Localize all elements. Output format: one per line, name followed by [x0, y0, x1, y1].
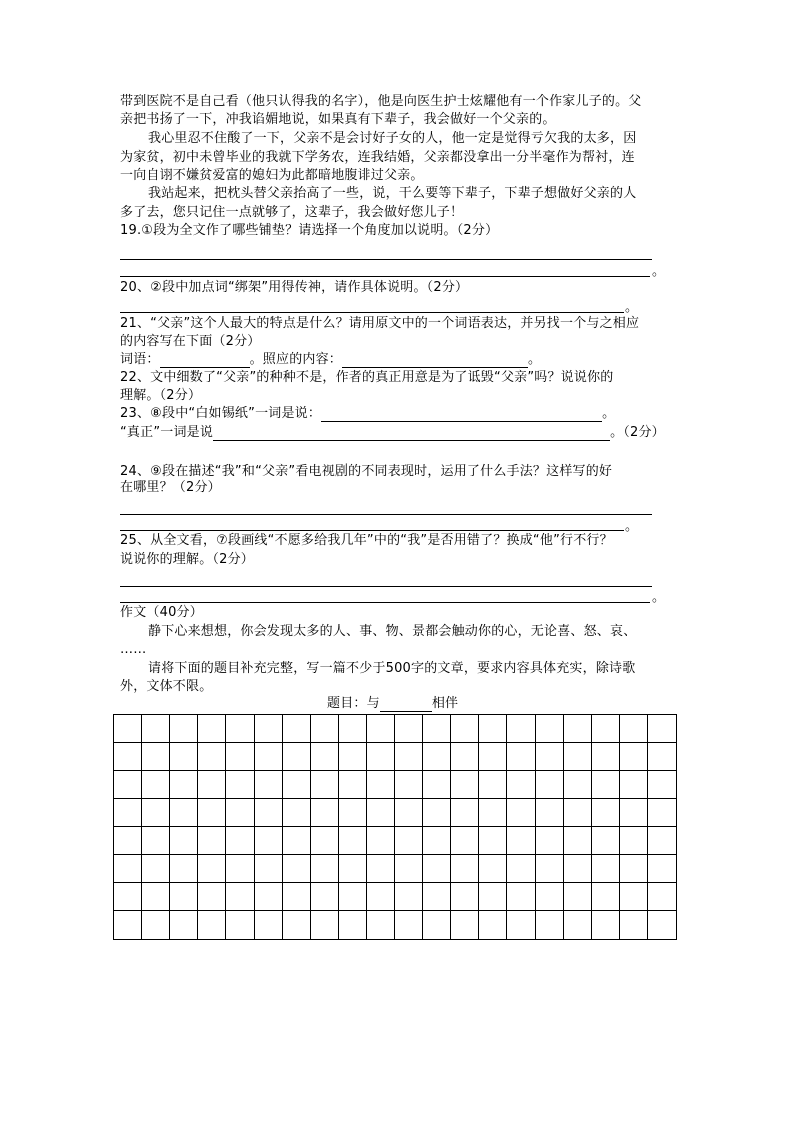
title-suffix: 相伴	[431, 696, 459, 711]
answer-line[interactable]	[120, 530, 624, 531]
grid-cell[interactable]	[536, 743, 564, 771]
grid-cell[interactable]	[592, 827, 620, 855]
grid-cell[interactable]	[367, 855, 395, 883]
question-22-cont: 理解。（2分）	[120, 388, 202, 403]
answer-blank[interactable]	[213, 427, 610, 441]
grid-cell[interactable]	[283, 715, 311, 743]
grid-cell[interactable]	[283, 855, 311, 883]
grid-cell[interactable]	[423, 827, 451, 855]
grid-cell[interactable]	[536, 827, 564, 855]
grid-cell[interactable]	[367, 715, 395, 743]
grid-cell[interactable]	[564, 771, 592, 799]
title-prefix: 题目：与	[327, 696, 380, 711]
grid-cell[interactable]	[142, 883, 170, 911]
grid-cell[interactable]	[339, 883, 367, 911]
question-23-cont	[120, 425, 665, 441]
answer-line[interactable]	[120, 602, 650, 603]
grid-cell[interactable]	[592, 883, 620, 911]
grid-cell[interactable]	[255, 715, 283, 743]
grid-cell[interactable]	[479, 799, 507, 827]
answer-line[interactable]	[120, 276, 650, 277]
grid-cell[interactable]	[311, 883, 339, 911]
grid-cell[interactable]	[507, 855, 535, 883]
grid-cell[interactable]	[536, 883, 564, 911]
grid-cell[interactable]	[592, 911, 620, 939]
grid-cell[interactable]	[451, 715, 479, 743]
grid-cell[interactable]	[255, 883, 283, 911]
grid-cell[interactable]	[142, 911, 170, 939]
grid-cell[interactable]	[170, 771, 198, 799]
grid-cell[interactable]	[114, 827, 142, 855]
grid-cell[interactable]	[592, 743, 620, 771]
word-blank[interactable]	[160, 354, 250, 368]
essay-prompt-cont: 外，文体不限。	[120, 679, 213, 694]
grid-cell[interactable]	[507, 827, 535, 855]
grid-cell[interactable]	[170, 743, 198, 771]
grid-cell[interactable]	[339, 771, 367, 799]
grid-cell[interactable]	[564, 827, 592, 855]
answer-line[interactable]	[120, 259, 652, 260]
grid-cell[interactable]	[339, 827, 367, 855]
grid-cell[interactable]	[423, 743, 451, 771]
period: 。	[602, 406, 616, 421]
grid-cell[interactable]	[114, 771, 142, 799]
grid-cell[interactable]	[592, 799, 620, 827]
grid-cell[interactable]	[198, 771, 226, 799]
grid-cell[interactable]	[283, 771, 311, 799]
grid-cell[interactable]	[283, 827, 311, 855]
grid-cell[interactable]	[226, 799, 254, 827]
grid-cell[interactable]	[648, 799, 676, 827]
passage-line: 亲把书扬了一下，冲我谄媚地说，如果真有下辈子，我会做好一个父亲的。	[120, 112, 556, 127]
grid-cell[interactable]	[564, 743, 592, 771]
grid-cell[interactable]	[283, 911, 311, 939]
grid-cell[interactable]	[564, 911, 592, 939]
grid-cell[interactable]	[648, 715, 676, 743]
question-20: 20、②段中加点词“绑架”用得传神，请作具体说明。（2分）	[120, 280, 469, 295]
grid-cell[interactable]	[255, 799, 283, 827]
grid-cell[interactable]	[339, 743, 367, 771]
grid-cell[interactable]	[507, 771, 535, 799]
question-21-cont: 的内容写在下面（2分）	[120, 334, 261, 349]
grid-cell[interactable]	[255, 911, 283, 939]
grid-cell[interactable]	[198, 855, 226, 883]
grid-cell[interactable]	[564, 883, 592, 911]
grid-cell[interactable]	[620, 883, 648, 911]
grid-cell[interactable]	[283, 799, 311, 827]
grid-cell[interactable]	[536, 911, 564, 939]
grid-cell[interactable]	[395, 883, 423, 911]
grid-cell[interactable]	[564, 715, 592, 743]
grid-cell[interactable]	[198, 911, 226, 939]
score: 。（2分）	[610, 425, 665, 440]
grid-cell[interactable]	[423, 715, 451, 743]
question-22: 22、文中细数了“父亲”的种种不是，作者的真正用意是为了诋毁“父亲”吗？说说你的	[120, 370, 614, 385]
grid-cell[interactable]	[395, 799, 423, 827]
grid-cell[interactable]	[507, 715, 535, 743]
grid-cell[interactable]	[142, 715, 170, 743]
grid-cell[interactable]	[479, 743, 507, 771]
grid-cell[interactable]	[339, 855, 367, 883]
grid-cell[interactable]	[339, 799, 367, 827]
grid-cell[interactable]	[507, 743, 535, 771]
content-blank[interactable]	[342, 354, 528, 368]
grid-cell[interactable]	[620, 715, 648, 743]
period: 。	[652, 264, 666, 279]
passage-line: 多了去，您只记住一点就够了，这辈子，我会做好您儿子！	[120, 205, 464, 220]
grid-cell[interactable]	[226, 827, 254, 855]
grid-cell[interactable]	[367, 911, 395, 939]
essay-prompt: 请将下面的题目补充完整，写一篇不少于500字的文章，要求内容具体充实，除诗歌	[148, 661, 636, 676]
period: 。	[625, 300, 639, 315]
grid-cell[interactable]	[620, 799, 648, 827]
grid-cell[interactable]	[114, 911, 142, 939]
grid-cell[interactable]	[395, 743, 423, 771]
grid-cell[interactable]	[479, 771, 507, 799]
grid-cell[interactable]	[311, 743, 339, 771]
grid-cell[interactable]	[114, 743, 142, 771]
essay-prompt: 静下心来想想，你会发现太多的人、事、物、景都会触动你的心，无论喜、怒、哀、	[148, 624, 637, 639]
grid-cell[interactable]	[255, 855, 283, 883]
grid-cell[interactable]	[198, 799, 226, 827]
grid-cell[interactable]	[648, 911, 676, 939]
grid-cell[interactable]	[226, 883, 254, 911]
grid-cell[interactable]	[507, 883, 535, 911]
passage-line: 一向自诩不嫌贫爱富的媳妇为此都暗地腹诽过父亲。	[120, 168, 424, 183]
grid-cell[interactable]	[536, 799, 564, 827]
title-blank[interactable]	[380, 698, 432, 712]
grid-cell[interactable]	[564, 855, 592, 883]
question-24-cont: 在哪里？（2分）	[120, 480, 221, 495]
grid-cell[interactable]	[339, 911, 367, 939]
grid-cell[interactable]	[142, 827, 170, 855]
grid-cell[interactable]	[648, 883, 676, 911]
question-25-cont: 说说你的理解。（2分）	[120, 552, 254, 567]
grid-cell[interactable]	[620, 827, 648, 855]
grid-cell[interactable]	[198, 883, 226, 911]
question-21: 21、“父亲”这个人最大的特点是什么？请用原文中的一个词语表达，并另找一个与之相应	[120, 316, 640, 331]
answer-line[interactable]	[120, 586, 652, 587]
grid-cell[interactable]	[451, 771, 479, 799]
grid-cell[interactable]	[170, 799, 198, 827]
grid-cell[interactable]	[255, 827, 283, 855]
grid-cell[interactable]	[395, 911, 423, 939]
question-23	[120, 406, 615, 422]
grid-cell[interactable]	[339, 715, 367, 743]
grid-cell[interactable]	[226, 743, 254, 771]
passage-line: 我心里忍不住酸了一下，父亲不是会讨好子女的人，他一定是觉得亏欠我的太多，因	[148, 131, 637, 146]
grid-cell[interactable]	[592, 855, 620, 883]
grid-cell[interactable]	[479, 715, 507, 743]
grid-cell[interactable]	[142, 799, 170, 827]
grid-cell[interactable]	[451, 827, 479, 855]
grid-cell[interactable]	[114, 715, 142, 743]
grid-cell[interactable]	[507, 911, 535, 939]
grid-cell[interactable]	[283, 743, 311, 771]
grid-cell[interactable]	[423, 883, 451, 911]
grid-cell[interactable]	[479, 883, 507, 911]
grid-cell[interactable]	[423, 771, 451, 799]
question-24: 24、⑨段在描述“我”和“父亲”看电视剧的不同表现时，运用了什么手法？这样写的好	[120, 464, 613, 479]
grid-cell[interactable]	[283, 883, 311, 911]
period: 。	[625, 519, 639, 534]
grid-cell[interactable]	[536, 855, 564, 883]
grid-cell[interactable]	[255, 743, 283, 771]
answer-line[interactable]	[120, 312, 624, 313]
word-label: 词语：	[120, 352, 160, 367]
grid-cell[interactable]	[367, 743, 395, 771]
grid-cell[interactable]	[648, 827, 676, 855]
grid-cell[interactable]	[114, 799, 142, 827]
grid-cell[interactable]	[114, 883, 142, 911]
grid-cell[interactable]	[226, 855, 254, 883]
grid-cell[interactable]	[479, 827, 507, 855]
grid-cell[interactable]	[451, 883, 479, 911]
grid-cell[interactable]	[170, 911, 198, 939]
grid-cell[interactable]	[170, 827, 198, 855]
content-label: 。照应的内容：	[249, 352, 343, 367]
question-19: 19.①段为全文作了哪些铺垫？请选择一个角度加以说明。（2分）	[120, 223, 499, 238]
grid-cell[interactable]	[451, 799, 479, 827]
period: 。	[652, 590, 666, 605]
grid-cell[interactable]	[395, 771, 423, 799]
answer-line[interactable]	[120, 514, 652, 515]
grid-cell[interactable]	[170, 883, 198, 911]
grid-cell[interactable]	[507, 799, 535, 827]
grid-cell[interactable]	[170, 715, 198, 743]
grid-cell[interactable]	[451, 743, 479, 771]
writing-grid[interactable]	[113, 714, 677, 940]
grid-cell[interactable]	[620, 911, 648, 939]
q23-label: 23、⑧段中“白如锡纸”一词是说：	[120, 406, 322, 421]
grid-cell[interactable]	[367, 883, 395, 911]
passage-line: 带到医院不是自己看（他只认得我的名字），他是向医生护士炫耀他有一个作家儿子的。父	[120, 94, 642, 109]
grid-cell[interactable]	[367, 771, 395, 799]
essay-title	[327, 696, 458, 712]
grid-cell[interactable]	[479, 855, 507, 883]
question-21-answer	[120, 352, 541, 368]
grid-cell[interactable]	[423, 855, 451, 883]
grid-cell[interactable]	[395, 855, 423, 883]
q23-label-2: “真正”一词是说	[120, 425, 214, 440]
grid-cell[interactable]	[451, 911, 479, 939]
grid-cell[interactable]	[536, 715, 564, 743]
grid-cell[interactable]	[423, 911, 451, 939]
grid-cell[interactable]	[311, 855, 339, 883]
grid-cell[interactable]	[198, 827, 226, 855]
grid-cell[interactable]	[479, 911, 507, 939]
grid-cell[interactable]	[367, 799, 395, 827]
grid-cell[interactable]	[620, 855, 648, 883]
grid-cell[interactable]	[226, 715, 254, 743]
grid-cell[interactable]	[620, 771, 648, 799]
grid-cell[interactable]	[311, 799, 339, 827]
grid-cell[interactable]	[564, 799, 592, 827]
grid-cell[interactable]	[114, 855, 142, 883]
grid-cell[interactable]	[198, 743, 226, 771]
grid-cell[interactable]	[592, 715, 620, 743]
grid-cell[interactable]	[311, 911, 339, 939]
grid-cell[interactable]	[395, 715, 423, 743]
grid-cell[interactable]	[311, 771, 339, 799]
answer-blank[interactable]	[321, 408, 602, 422]
grid-cell[interactable]	[311, 827, 339, 855]
grid-cell[interactable]	[367, 827, 395, 855]
grid-cell[interactable]	[142, 743, 170, 771]
essay-heading: 作文（40分）	[120, 605, 203, 620]
grid-cell[interactable]	[226, 771, 254, 799]
passage-line: 我站起来，把枕头替父亲抬高了一些，说，干么要等下辈子，下辈子想做好父亲的人	[148, 186, 637, 201]
grid-cell[interactable]	[648, 855, 676, 883]
period: 。	[528, 352, 542, 367]
passage-line: 为家贫，初中未曾毕业的我就下学务农，连我结婚，父亲都没拿出一分半毫作为帮衬，连	[120, 150, 635, 165]
question-25: 25、从全文看，⑦段画线“不愿多给我几年”中的“我”是否用错了？换成“他”行不行？	[120, 533, 613, 548]
grid-cell[interactable]	[592, 771, 620, 799]
grid-cell[interactable]	[255, 771, 283, 799]
grid-cell[interactable]	[395, 827, 423, 855]
grid-cell[interactable]	[451, 855, 479, 883]
grid-cell[interactable]	[170, 855, 198, 883]
grid-cell[interactable]	[648, 743, 676, 771]
grid-cell[interactable]	[226, 911, 254, 939]
ellipsis: ……	[120, 642, 147, 657]
grid-cell[interactable]	[620, 743, 648, 771]
grid-cell[interactable]	[648, 771, 676, 799]
grid-cell[interactable]	[198, 715, 226, 743]
grid-cell[interactable]	[311, 715, 339, 743]
grid-cell[interactable]	[423, 799, 451, 827]
grid-cell[interactable]	[142, 855, 170, 883]
grid-cell[interactable]	[536, 771, 564, 799]
grid-cell[interactable]	[142, 771, 170, 799]
